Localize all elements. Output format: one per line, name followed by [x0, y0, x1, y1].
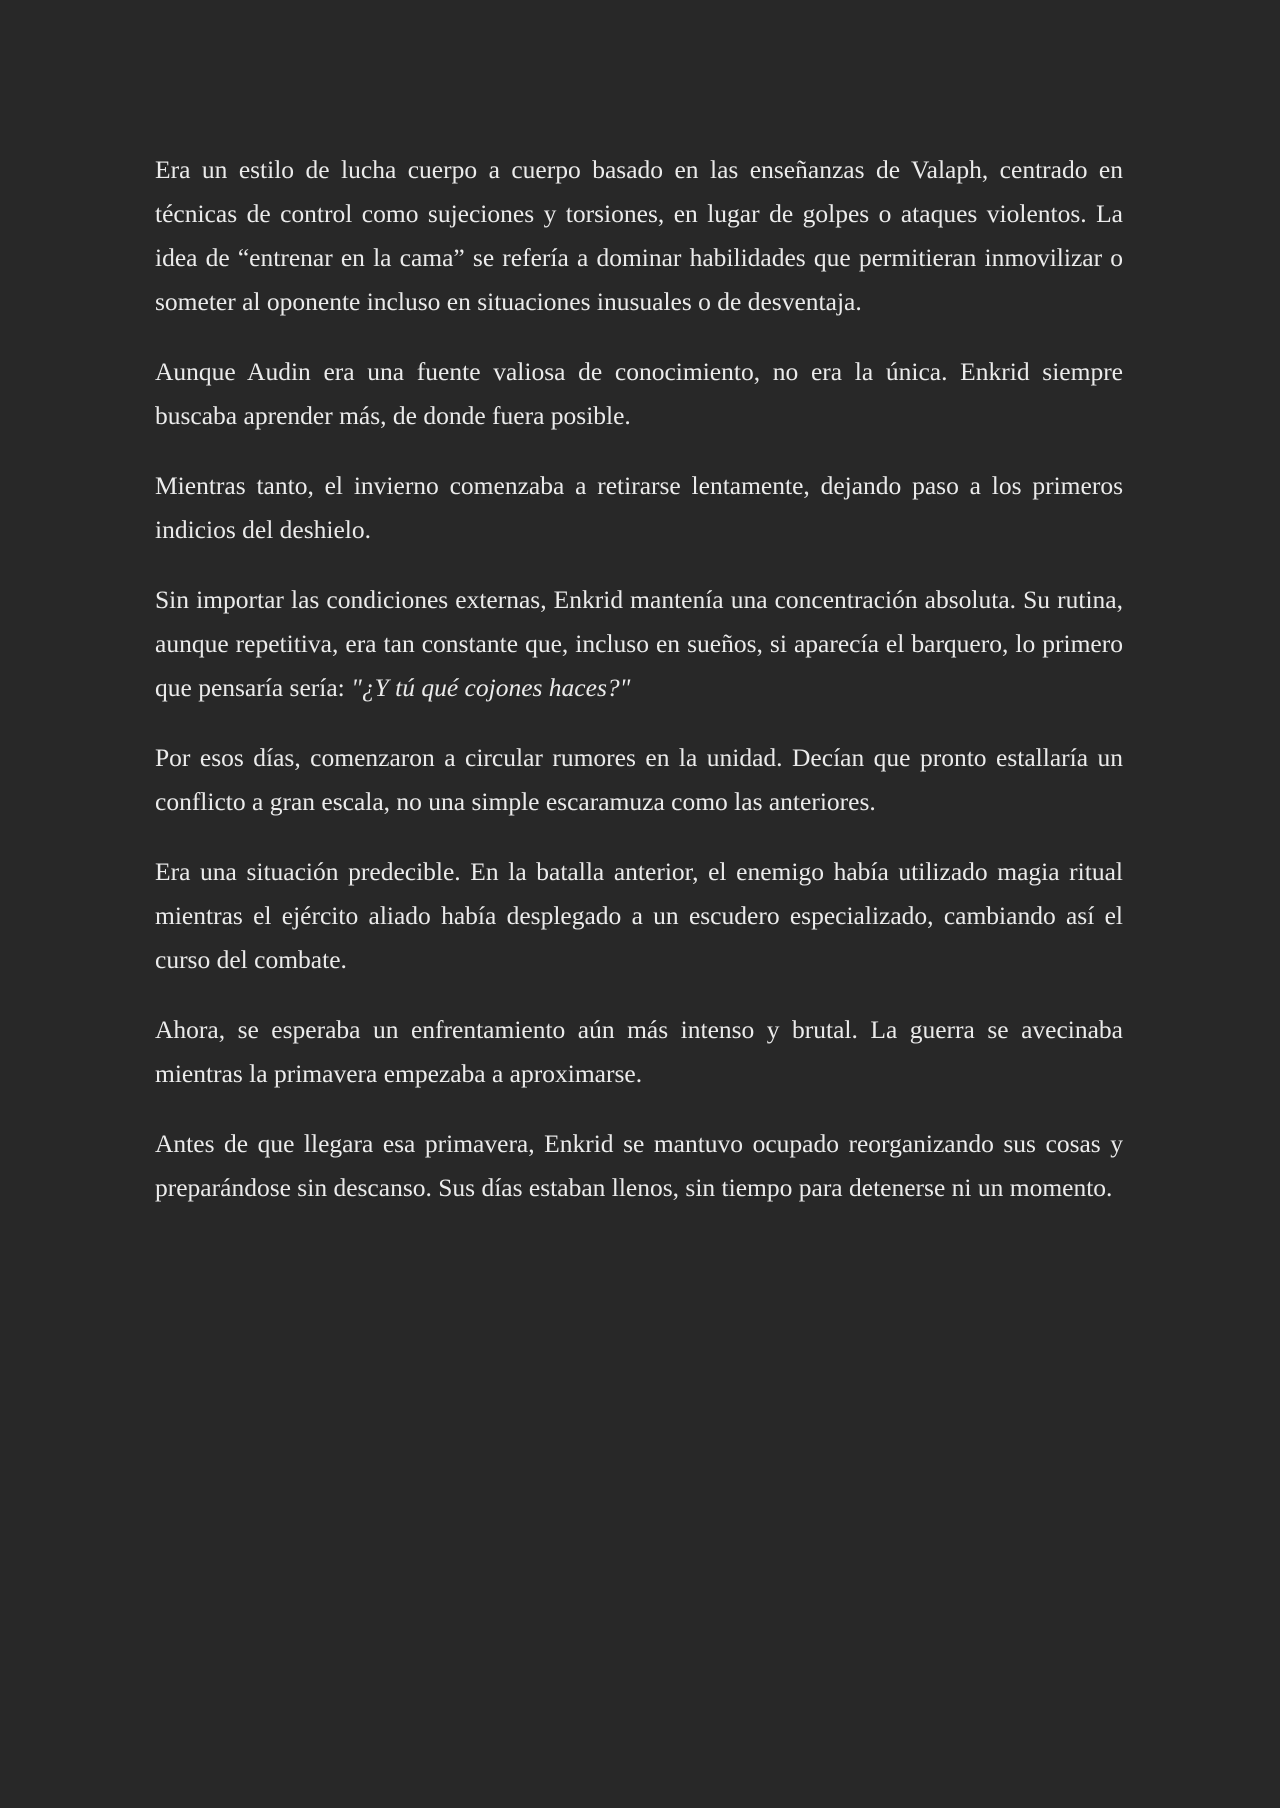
paragraph-2: Aunque Audin era una fuente valiosa de conocimiento, no era la única. Enkrid siempre buscaba aprender más, de donde fuera posible. [155, 357, 1123, 430]
paragraph-5: Por esos días, comenzaron a circular rumores en la unidad. Decían que pronto estallaría un conflicto a gran escala, no una simple escaramuza como las anteriores. [155, 743, 1123, 816]
paragraph-4 [155, 578, 1123, 710]
paragraph-7: Ahora, se esperaba un enfrentamiento aún más intenso y brutal. La guerra se avecinaba mientras la primavera empezaba a aproximarse. [155, 1015, 1123, 1088]
paragraph-3: Mientras tanto, el invierno comenzaba a retirarse lentamente, dejando paso a los primeros indicios del deshielo. [155, 471, 1123, 544]
paragraph-1: Era un estilo de lucha cuerpo a cuerpo basado en las enseñanzas de Valaph, centrado en técnicas de control como sujeciones y torsiones, en lugar de golpes o ataques violentos. La idea de “entrenar en la cama” se refería a dominar habilidades que permitieran inmovilizar o someter al oponente incluso en situaciones inusuales o de desventaja. [155, 155, 1123, 316]
paragraph-4-text: Sin importar las condiciones externas, Enkrid mantenía una concentración absoluta. Su rutina, aunque repetitiva, era tan constante que, incluso en sueños, si aparecía el barquero, lo primero que pensaría sería: [155, 585, 1123, 702]
chapter-text [155, 148, 1123, 1236]
italic-quote: "¿Y tú qué cojones haces?" [351, 673, 631, 702]
paragraph-8: Antes de que llegara esa primavera, Enkrid se mantuvo ocupado reorganizando sus cosas y preparándose sin descanso. Sus días estaban llenos, sin tiempo para detenerse ni un momento. [155, 1129, 1123, 1202]
paragraph-6: Era una situación predecible. En la batalla anterior, el enemigo había utilizado magia ritual mientras el ejército aliado había desplegado a un escudero especializado, cambiando así el curso del combate. [155, 857, 1123, 974]
